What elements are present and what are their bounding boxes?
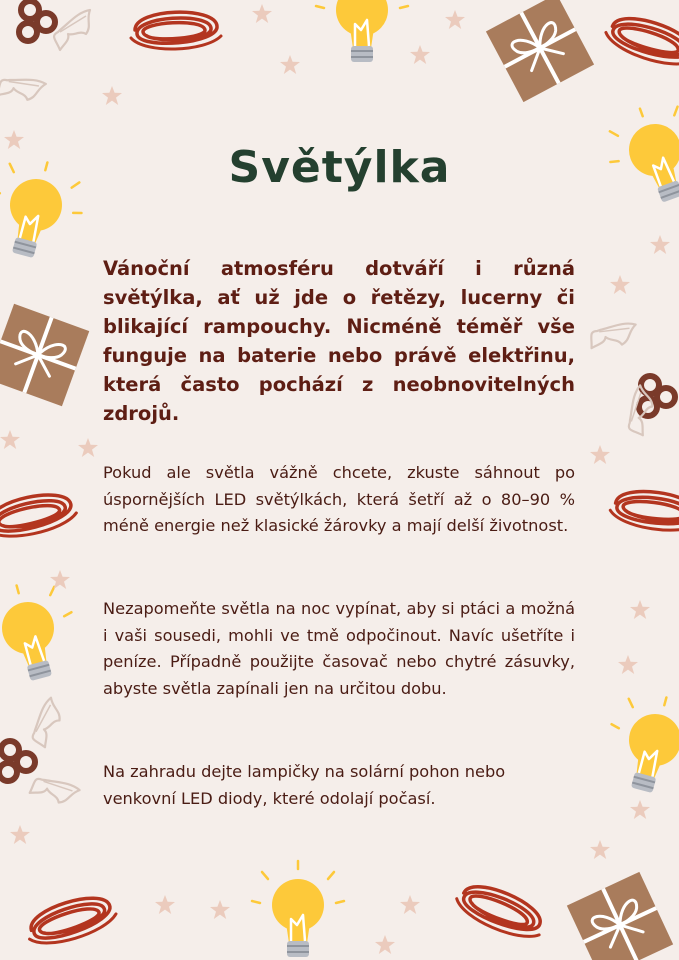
holly-leaf-icon <box>20 698 71 751</box>
star-icon <box>280 55 300 74</box>
swirl-ribbon-icon <box>452 875 549 946</box>
star-icon <box>10 825 30 844</box>
lightbulb-icon <box>597 686 679 803</box>
berries-icon <box>0 741 35 781</box>
gift-box-icon <box>486 0 594 102</box>
berries-icon <box>19 1 55 41</box>
gift-box-icon <box>0 304 89 407</box>
star-icon <box>375 935 395 954</box>
star-icon <box>445 10 465 29</box>
star-icon <box>590 840 610 859</box>
swirl-ribbon-icon <box>23 891 119 950</box>
star-icon <box>50 570 70 589</box>
paragraph-garden: Na zahradu dejte lampičky na solární pohon nebo venkovní LED diody, které odolají počasí. <box>103 762 506 808</box>
lightbulb-icon <box>252 861 344 957</box>
star-icon <box>590 445 610 464</box>
star-icon <box>650 235 670 254</box>
star-icon <box>102 86 122 105</box>
lightbulb-icon <box>316 0 408 62</box>
swirl-ribbon-icon <box>131 12 221 49</box>
page-title: Světýlka <box>228 142 451 193</box>
star-icon <box>210 900 230 919</box>
star-icon <box>630 800 650 819</box>
lightbulb-icon <box>0 574 86 691</box>
swirl-ribbon-icon <box>608 485 679 537</box>
star-icon <box>610 275 630 294</box>
swirl-ribbon-icon <box>602 8 679 73</box>
star-icon <box>252 4 272 23</box>
star-icon <box>618 655 638 674</box>
star-icon <box>630 600 650 619</box>
holly-leaf-icon <box>586 309 635 360</box>
star-icon <box>78 438 98 457</box>
holly-leaf-icon <box>0 61 46 115</box>
paragraph-led: Pokud ale světla vážně chcete, zkuste sáhnout po úspornějších LED světýlkách, která šetří až o 80–90 % méně energie než klasické žárovky a mají delší životnost. <box>103 463 575 535</box>
star-icon <box>0 430 20 449</box>
star-icon <box>410 45 430 64</box>
star-icon <box>400 895 420 914</box>
berries-icon <box>639 376 675 416</box>
star-icon <box>155 895 175 914</box>
lead-paragraph: Vánoční atmosféru dotváří i různá světýlka, ať už jde o řetězy, lucerny či blikající rampouchy. Nicméně téměř vše funguje na baterie nebo právě elektřinu, která často pochází z neobnovitelných zdrojů. <box>103 257 575 425</box>
holly-leaf-icon <box>54 10 90 50</box>
swirl-ribbon-icon <box>0 489 79 541</box>
gift-box-icon <box>567 872 673 960</box>
paragraph-night: Nezapomeňte světla na noc vypínat, aby si ptáci a možná i vaši sousedi, mohli ve tmě odpočinout. Navíc ušetříte i peníze. Případně použijte časovač nebo chytré zásuvky, abyste světla zapínali jen na určitou dobu. <box>103 599 575 698</box>
